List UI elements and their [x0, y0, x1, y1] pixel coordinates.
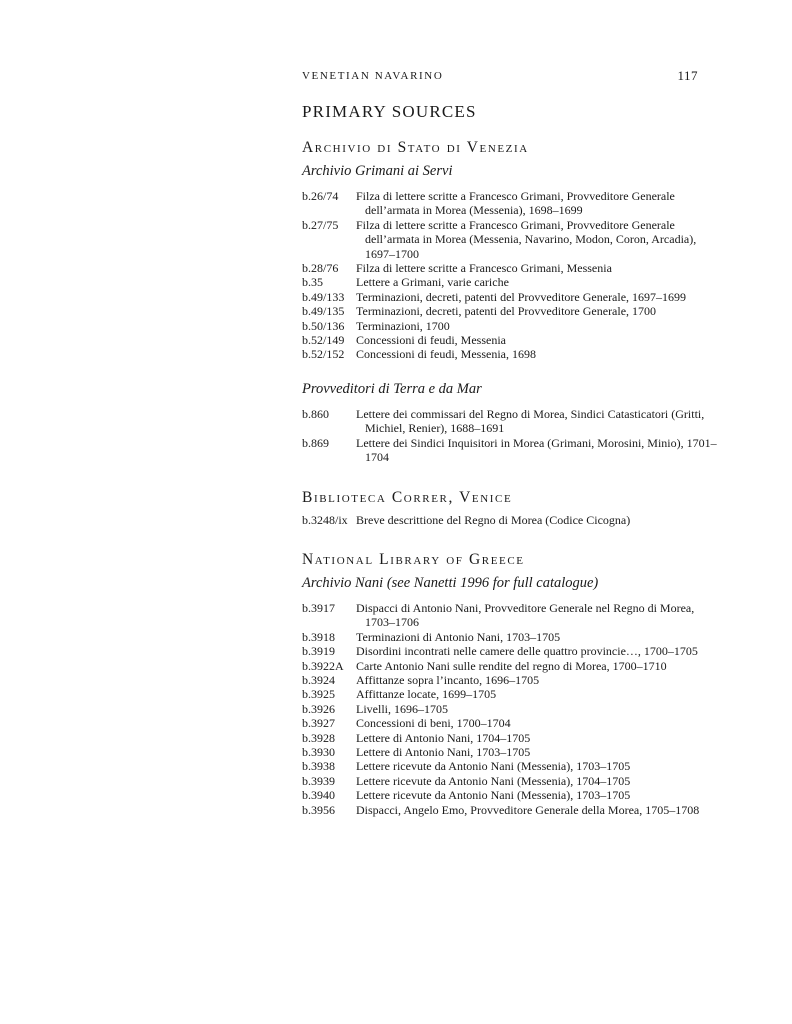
collection-heading: Archivio Grimani ai Servi — [302, 163, 453, 179]
shelfmark-code: b.3922A — [302, 658, 344, 673]
page-number: 117 — [677, 68, 698, 83]
item-description: Terminazioni, 1700 — [356, 318, 450, 333]
item-description: Lettere ricevute da Antonio Nani (Messenia), 1703–1705 — [356, 759, 631, 774]
list-item — [302, 644, 722, 658]
archive-section — [302, 489, 722, 527]
item-description: Affittanze locate, 1699–1705 — [356, 687, 497, 702]
collection — [302, 513, 722, 527]
archive-heading: National Library of Greece — [302, 550, 525, 568]
shelfmark-code: b.35 — [302, 275, 323, 290]
shelfmark-code: b.50/136 — [302, 318, 345, 333]
page-title: PRIMARY SOURCES — [302, 102, 477, 121]
item-description: Terminazioni, decreti, patenti del Provveditore Generale, 1700 — [356, 304, 657, 319]
shelfmark-code: b.3248/ix — [302, 512, 348, 527]
list-item — [302, 774, 722, 788]
list-item — [302, 407, 722, 436]
item-description: Filza di lettere scritte a Francesco Grimani, Provveditore Generale dell’armata in Morea (Messenia), 1698–1699 — [356, 189, 675, 218]
list-item — [302, 601, 722, 630]
list-item — [302, 659, 722, 673]
shelfmark-code: b.860 — [302, 406, 329, 421]
item-description: Concessioni di feudi, Messenia — [356, 333, 506, 348]
item-description: Lettere di Antonio Nani, 1704–1705 — [356, 730, 531, 745]
shelfmark-code: b.26/74 — [302, 189, 339, 203]
shelfmark-code: b.3917 — [302, 600, 335, 615]
list-item — [302, 290, 722, 304]
shelfmark-code: b.3918 — [302, 629, 335, 644]
item-description: Carte Antonio Nani sulle rendite del regno di Morea, 1700–1710 — [356, 658, 667, 673]
item-description: Lettere a Grimani, varie cariche — [356, 275, 509, 290]
item-description: Lettere dei commissari del Regno di Morea, Sindici Catasticatori (Gritti, Michiel, Renier), 1688–1691 — [356, 406, 705, 436]
list-item — [302, 436, 722, 465]
collection-heading: Provveditori di Terra e da Mar — [302, 380, 482, 397]
item-description: Concessioni di feudi, Messenia, 1698 — [356, 347, 536, 362]
list-item — [302, 304, 722, 318]
item-description: Lettere dei Sindici Inquisitori in Morea (Grimani, Morosini, Minio), 1701–1704 — [356, 435, 717, 465]
item-description: Concessioni di beni, 1700–1704 — [356, 716, 511, 731]
collection-heading: Archivio Nani (see Nanetti 1996 for full catalogue) — [302, 574, 599, 591]
item-description: Livelli, 1696–1705 — [356, 701, 448, 716]
collection — [302, 381, 722, 465]
archive-heading: Biblioteca Correr, Venice — [302, 488, 513, 506]
shelfmark-code: b.28/76 — [302, 261, 339, 276]
item-description: Breve descrittione del Regno di Morea (Codice Cicogna) — [356, 512, 631, 527]
archive-heading: Archivio di Stato di Venezia — [302, 139, 529, 156]
list-item — [302, 803, 722, 817]
shelfmark-code: b.49/133 — [302, 289, 345, 304]
collection — [302, 163, 722, 362]
list-item — [302, 218, 722, 261]
shelfmark-code: b.3928 — [302, 730, 335, 745]
list-item — [302, 702, 722, 716]
item-description: Dispacci di Antonio Nani, Provveditore Generale nel Regno di Morea, 1703–1706 — [356, 600, 695, 630]
page-content — [302, 102, 722, 817]
shelfmark-code: b.3919 — [302, 644, 335, 659]
shelfmark-code: b.52/149 — [302, 333, 345, 348]
list-item — [302, 275, 722, 289]
shelfmark-code: b.3926 — [302, 701, 335, 716]
list-item — [302, 189, 722, 218]
shelfmark-code: b.3924 — [302, 672, 335, 687]
item-description: Disordini incontrati nelle camere delle quattro provincie…, 1700–1705 — [356, 644, 698, 659]
archives-list — [302, 139, 722, 817]
list-item — [302, 319, 722, 333]
shelfmark-code: b.49/135 — [302, 304, 345, 319]
section-spacer — [302, 527, 722, 551]
list-item — [302, 513, 722, 527]
running-head-title: VENETIAN NAVARINO — [302, 70, 444, 82]
shelfmark-code: b.3925 — [302, 687, 335, 702]
section-spacer — [302, 465, 722, 489]
list-item — [302, 687, 722, 701]
collection-spacer — [302, 362, 722, 381]
list-item — [302, 731, 722, 745]
item-description: Terminazioni di Antonio Nani, 1703–1705 — [356, 629, 561, 644]
archive-section — [302, 139, 722, 465]
item-description: Affittanze sopra l’incanto, 1696–1705 — [356, 672, 540, 687]
item-description: Lettere ricevute da Antonio Nani (Messenia), 1703–1705 — [356, 788, 631, 803]
list-item — [302, 745, 722, 759]
shelfmark-code: b.3956 — [302, 802, 335, 817]
list-item — [302, 347, 722, 361]
list-item — [302, 261, 722, 275]
list-item — [302, 333, 722, 347]
list-item — [302, 716, 722, 730]
shelfmark-code: b.27/75 — [302, 217, 339, 232]
shelfmark-code: b.3939 — [302, 773, 335, 788]
list-item — [302, 788, 722, 802]
collection — [302, 575, 722, 817]
item-description: Dispacci, Angelo Emo, Provveditore Generale della Morea, 1705–1708 — [356, 802, 700, 817]
shelfmark-code: b.3930 — [302, 744, 335, 759]
list-item — [302, 759, 722, 773]
list-item — [302, 630, 722, 644]
item-description: Filza di lettere scritte a Francesco Grimani, Provveditore Generale dell’armata in Morea (Messenia, Navarino, Modon, Coron, Arcadia), 1697–1700 — [356, 217, 697, 261]
item-description: Lettere di Antonio Nani, 1703–1705 — [356, 744, 531, 759]
shelfmark-code: b.3940 — [302, 788, 335, 803]
item-description: Terminazioni, decreti, patenti del Provveditore Generale, 1697–1699 — [356, 289, 687, 304]
shelfmark-code: b.3927 — [302, 716, 335, 731]
item-description: Filza di lettere scritte a Francesco Grimani, Messenia — [356, 261, 612, 276]
shelfmark-code: b.3938 — [302, 759, 335, 774]
archive-section — [302, 551, 722, 817]
shelfmark-code: b.869 — [302, 435, 329, 450]
shelfmark-code: b.52/152 — [302, 347, 345, 362]
list-item — [302, 673, 722, 687]
item-description: Lettere ricevute da Antonio Nani (Messenia), 1704–1705 — [356, 773, 631, 788]
